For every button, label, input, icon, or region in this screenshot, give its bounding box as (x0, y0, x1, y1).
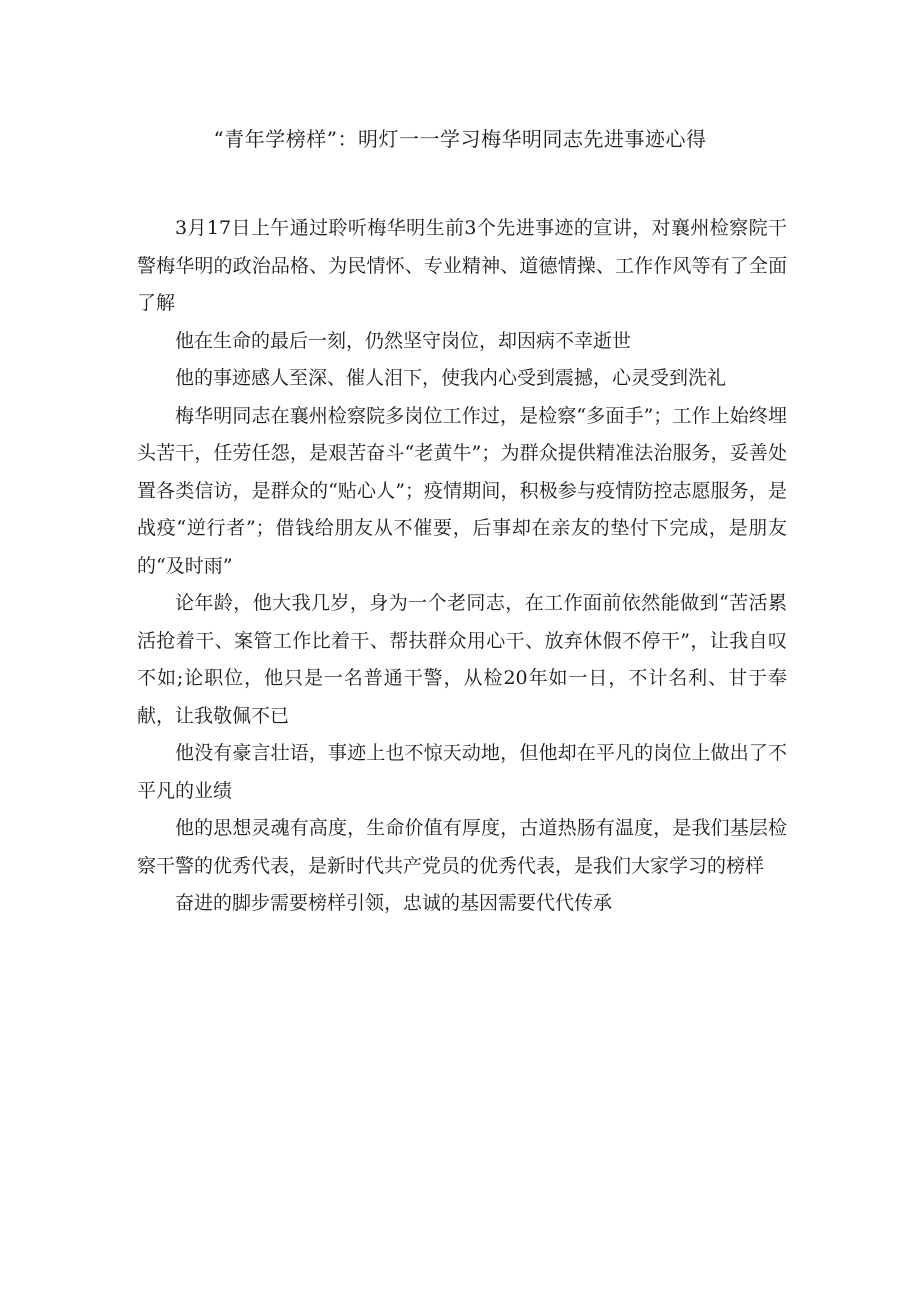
document-title: “青年学榜样”：明灯一一学习梅华明同志先进事迹心得 (213, 127, 707, 151)
paragraph: 3月17日上午通过聆听梅华明生前3个先进事迹的宣讲，对襄州检察院干警梅华明的政治品格、为民情怀、专业精神、道德情操、工作作风等有了全面了解 (137, 217, 787, 314)
paragraph: 论年龄，他大我几岁，身为一个老同志，在工作面前依然能做到“苦活累活抢着干、案管工作比着干、帮扶群众用心干、放弃休假不停干”，让我自叹不如;论职位，他只是一名普通干警，从检20年如一日，不计名利、甘于奉献，让我敬佩不已 (137, 592, 787, 727)
paragraph: 奋进的脚步需要榜样引领，忠诚的基因需要代代传承 (175, 892, 613, 914)
paragraph: 他没有豪言壮语，事迹上也不惊天动地，但他却在平凡的岗位上做出了不平凡的业绩 (137, 742, 787, 802)
paragraph: 他的思想灵魂有高度，生命价值有厚度，古道热肠有温度，是我们基层检察干警的优秀代表，是新时代共产党员的优秀代表，是我们大家学习的榜样 (137, 817, 787, 877)
paragraph: 梅华明同志在襄州检察院多岗位工作过，是检察“多面手”；工作上始终埋头苦干，任劳任怨，是艰苦奋斗“老黄牛”；为群众提供精准法治服务，妥善处置各类信访，是群众的“贴心人”；疫情期间，积极参与疫情防控志愿服务，是战疫“逆行者”；借钱给朋友从不催要，后事却在亲友的垫付下完成，是朋友的“及时雨” (137, 404, 787, 577)
document-body (137, 210, 787, 923)
paragraph: 他在生命的最后一刻，仍然坚守岗位，却因病不幸逝世 (175, 329, 632, 352)
paragraph: 他的事迹感人至深、催人泪下，使我内心受到震撼，心灵受到洗礼 (175, 367, 727, 389)
